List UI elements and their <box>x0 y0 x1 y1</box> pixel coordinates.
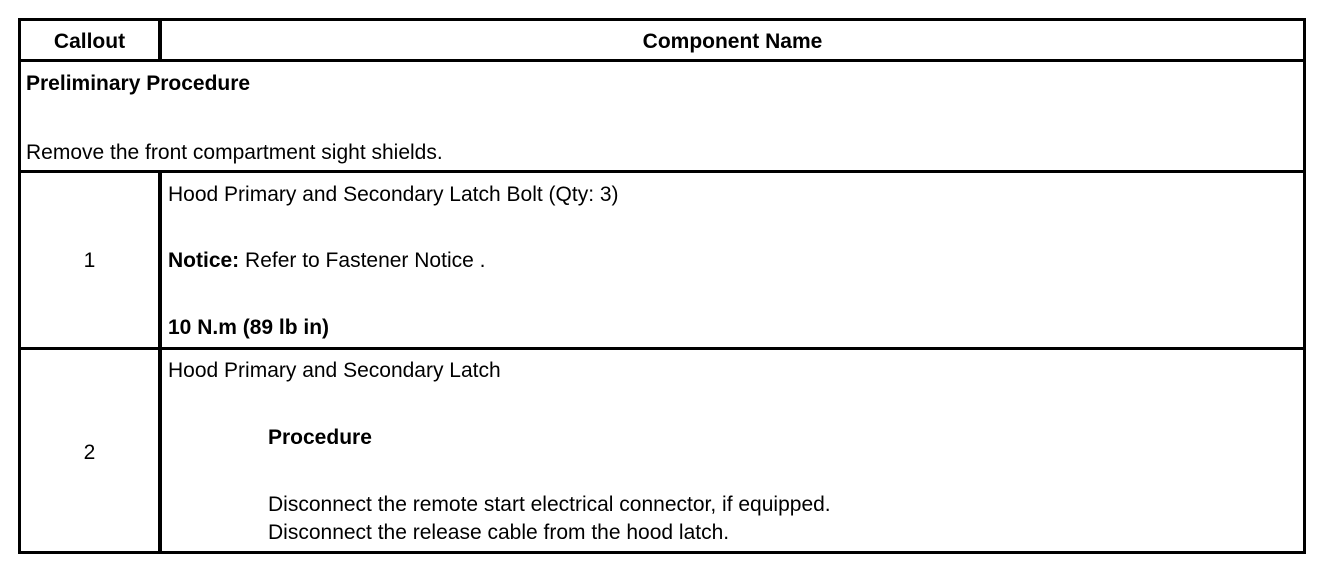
column-divider <box>158 350 162 551</box>
column-divider <box>158 173 162 347</box>
notice-line <box>168 249 485 273</box>
notice-text: Refer to Fastener Notice . <box>239 249 486 272</box>
table-header-row <box>21 21 1303 62</box>
component-table <box>18 18 1306 554</box>
table-row <box>21 350 1303 551</box>
procedure-title: Procedure <box>268 426 372 449</box>
preliminary-procedure-text: Remove the front compartment sight shields. <box>26 141 443 164</box>
component-name: Hood Primary and Secondary Latch <box>168 359 501 382</box>
callout-number: 2 <box>83 441 96 464</box>
preliminary-procedure-title: Preliminary Procedure <box>26 72 251 95</box>
torque-spec: 10 N.m (89 lb in) <box>168 316 330 339</box>
callout-column-header: Callout <box>53 30 126 53</box>
callout-number: 1 <box>83 249 96 272</box>
table-row <box>21 173 1303 350</box>
procedure-step: Disconnect the remote start electrical connector, if equipped. <box>268 493 831 516</box>
component-name-column-header: Component Name <box>642 30 823 53</box>
notice-label: Notice: <box>168 249 240 272</box>
procedure-step: Disconnect the release cable from the hood latch. <box>268 521 730 544</box>
preliminary-procedure-row <box>21 62 1303 173</box>
component-name: Hood Primary and Secondary Latch Bolt (Qty: 3) <box>168 183 619 206</box>
